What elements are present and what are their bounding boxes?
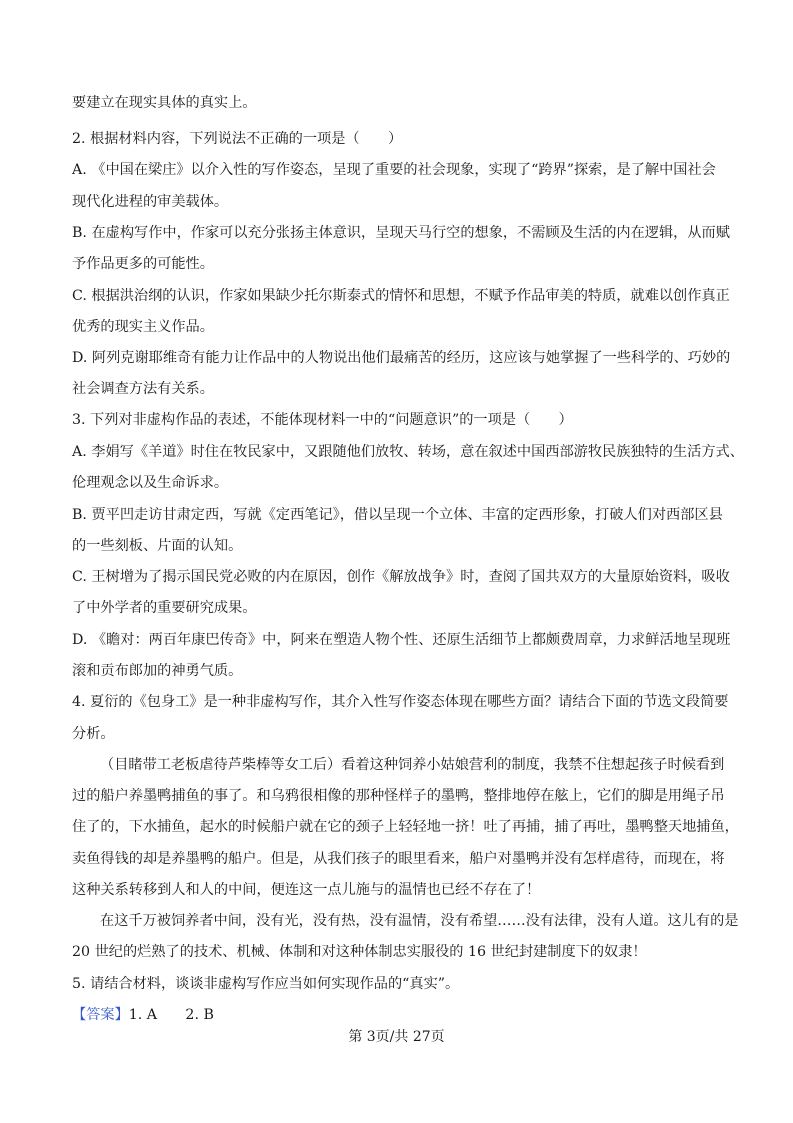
answer-line — [72, 1005, 214, 1025]
text-line: 伦理观念以及生命诉求。 — [72, 475, 229, 491]
question-2-stem: 2. 根据材料内容，下列说法不正确的一项是（ ） — [72, 131, 403, 147]
text-line: 优秀的现实主义作品。 — [72, 319, 214, 335]
text-line: 予作品更多的可能性。 — [72, 256, 214, 272]
passage-line: 在这千万被饲养者中间，没有光，没有热，没有温情，没有希望……没有法律，没有人道。这儿有的是 — [100, 913, 739, 929]
option-2c: C. 根据洪治纲的认识，作家如果缺少托尔斯泰式的情怀和思想，不赋予作品审美的特质，就难以创作真正 — [72, 288, 730, 304]
option-3d: D. 《瞻对：两百年康巴传奇》中，阿来在塑造人物个性、还原生活细节上都颇费周章，力求鲜活地呈现班 — [72, 632, 731, 648]
option-2d: D. 阿列克谢耶维奇有能力让作品中的人物说出他们最痛苦的经历，这应该与她掌握了一些科学的、巧妙的 — [72, 350, 731, 366]
passage-line: 卖鱼得钱的却是养墨鸭的船户。但是，从我们孩子的眼里看来，船户对墨鸭并没有怎样虐待，而现在，将 — [72, 851, 725, 867]
passage-line: 这种关系转移到人和人的中间，便连这一点儿施与的温情也已经不存在了！ — [72, 882, 541, 898]
text-line: 现代化进程的审美载体。 — [72, 194, 229, 210]
text-line: 社会调查方法有关系。 — [72, 381, 214, 397]
answer-tag: 【答案】 — [72, 1007, 129, 1023]
question-4-stem: 4. 夏衍的《包身工》是一种非虚构写作，其介入性写作姿态体现在哪些方面？请结合下面的节选文段简要 — [72, 694, 729, 710]
option-3b: B. 贾平凹走访甘肃定西，写就《定西笔记》，借以呈现一个立体、丰富的定西形象，打破人们对西部区县 — [72, 507, 723, 523]
option-2b: B. 在虚构写作中，作家可以充分张扬主体意识，呈现天马行空的想象，不需顾及生活的内在逻辑，从而赋 — [72, 225, 730, 241]
option-3c: C. 王树增为了揭示国民党必败的内在原因，创作《解放战争》时，查阅了国共双方的大量原始资料，吸收 — [72, 569, 730, 585]
text-line: 分析。 — [72, 726, 115, 742]
option-2a: A. 《中国在梁庄》以介入性的写作姿态，呈现了重要的社会现象，实现了“跨界”探索，是了解中国社会 — [72, 162, 716, 178]
question-3-stem: 3. 下列对非虚构作品的表述，不能体现材料一中的“问题意识”的一项是（ ） — [72, 412, 573, 428]
text-line: 了中外学者的重要研究成果。 — [72, 600, 257, 616]
passage-line: 过的船户养墨鸭捕鱼的事了。和乌鸦很相像的那种怪样子的墨鸭，整排地停在舷上，它们的脚是用绳子吊 — [72, 788, 725, 804]
text-line: 的一些刻板、片面的认知。 — [72, 538, 243, 554]
text-line: 滚和贡布郎加的神勇气质。 — [72, 663, 243, 679]
answer-text: 1. A 2. B — [128, 1007, 214, 1023]
passage-line: 20 世纪的烂熟了的技术、机械、体制和对这种体制忠实服役的 16 世纪封建制度下的奴隶！ — [72, 944, 647, 960]
page-footer: 第 3页/共 27页 — [348, 1029, 445, 1045]
question-5-stem: 5. 请结合材料，谈谈非虚构写作应当如何实现作品的“真实”。 — [72, 976, 460, 992]
passage-line: 住了的，下水捕鱼，起水的时候船户就在它的颈子上轻轻地一挤！吐了再捕，捕了再吐，墨鸭整天地捕鱼， — [72, 819, 739, 835]
option-3a: A. 李娟写《羊道》时住在牧民家中，又跟随他们放牧、转场，意在叙述中国西部游牧民族独特的生活方式、 — [72, 444, 744, 460]
text-line: 要建立在现实具体的真实上。 — [72, 95, 257, 111]
passage-line: （目睹带工老板虐待芦柴棒等女工后）看着这种饲养小姑娘营利的制度，我禁不住想起孩子时候看到 — [100, 757, 725, 773]
